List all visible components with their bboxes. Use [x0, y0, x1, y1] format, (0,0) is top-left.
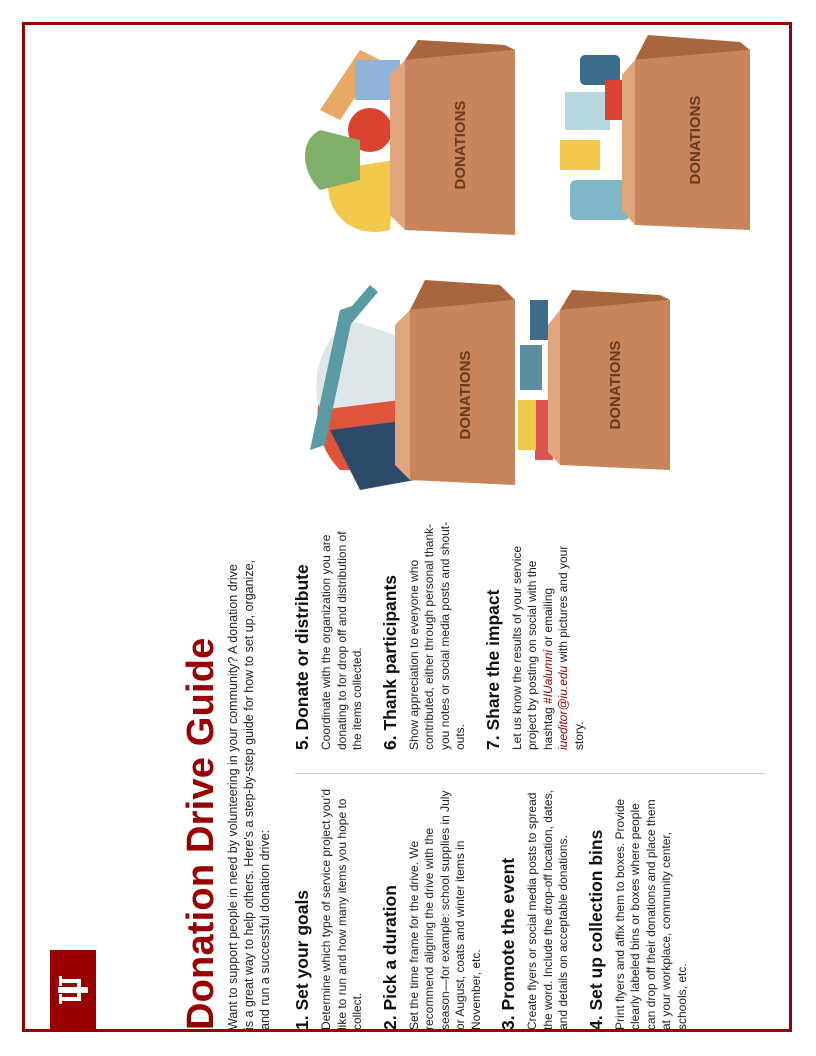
step-2 — [380, 788, 485, 1030]
step-body: Show appreciation to everyone who contributed, either through personal thank-you notes or social media posts and shout-outs. — [406, 521, 467, 750]
step-body-pre: Let us know the results of your service project by posting on social with the hashtag — [509, 545, 555, 750]
email-link[interactable]: iueditor@iu.edu — [556, 665, 570, 750]
step-heading: 7. Share the impact — [482, 589, 503, 750]
step-body: Determine which type of service project you'd like to run and how many items you hope to collect. — [319, 788, 364, 1030]
step-body-mid: or emailing — [540, 587, 555, 650]
column-divider — [295, 773, 765, 774]
rotated-content — [30, 30, 790, 1030]
step-heading: 6. Thank participants — [379, 574, 400, 750]
step-heading: 1. Set your goals — [292, 889, 312, 1030]
box-label: DONATIONS — [457, 350, 474, 440]
hashtag-link[interactable]: #IUalumni — [540, 649, 555, 704]
step-4 — [586, 788, 691, 1030]
clothing-donation-box-icon — [300, 280, 530, 510]
hygiene-donation-box-icon — [550, 30, 760, 240]
step-body: Create flyers or social media posts to spread the word. Include the drop-off location, dates, and details on acceptable donations. — [525, 790, 570, 1030]
steps-column-right — [292, 518, 601, 750]
box-label: DONATIONS — [607, 340, 624, 430]
step-7 — [483, 518, 588, 750]
step-heading: 2. Pick a duration — [379, 885, 400, 1030]
books-donation-box-icon — [510, 290, 680, 480]
box-label: DONATIONS — [452, 100, 469, 190]
food-donation-box-icon — [300, 40, 530, 250]
step-3 — [498, 788, 572, 1030]
step-6 — [380, 518, 469, 750]
step-body — [510, 518, 588, 750]
step-1 — [292, 788, 366, 1030]
step-body: Print flyers and affix them to boxes. Provide clearly labeled bins or boxes where people can drop off their donations and place them at your workplace, community center, schools, etc. — [612, 798, 689, 1030]
intro-text: Want to support people in need by volunteering in your community? A donation drive is a great way to help others. Here's a step-by-step guide for how to set up, organize, and run a successful donation drive: — [226, 559, 272, 1030]
steps-column-left — [292, 788, 704, 1030]
step-heading: 5. Donate or distribute — [292, 564, 312, 750]
page-title: Donation Drive Guide — [180, 637, 222, 1030]
step-body: Set the time frame for the drive. We recommend aligning the drive with the season—for example: school supplies in July or August, coats and winter items in November, etc. — [406, 790, 483, 1030]
step-heading: 4. Set up collection bins — [585, 829, 606, 1030]
box-label: DONATIONS — [687, 95, 704, 185]
step-heading: 3. Promote the event — [498, 857, 518, 1030]
step-body-post: with pictures and your story. — [556, 545, 586, 750]
step-5 — [292, 518, 366, 750]
step-body: Coordinate with the organization you are donating to for drop off and distribution of the items collected. — [319, 531, 364, 750]
